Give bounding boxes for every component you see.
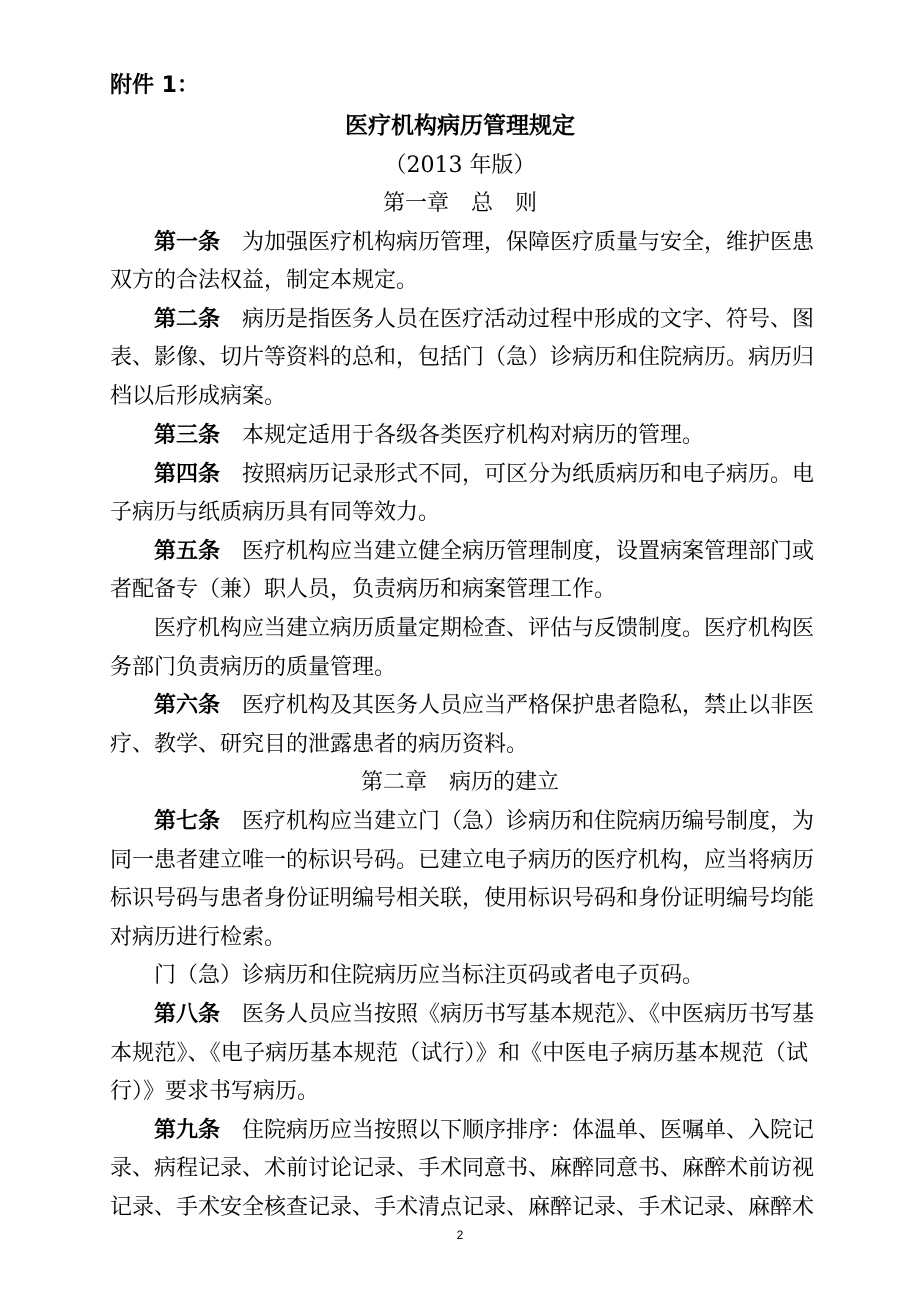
article-6-label: 第六条 — [154, 693, 221, 718]
article-3-label: 第三条 — [154, 423, 221, 448]
article-4-label: 第四条 — [154, 462, 221, 487]
article-9-line-1: 第九条 住院病历应当按照以下顺序排序：体温单、医嘱单、入院记 — [154, 1118, 815, 1143]
article-1-line-2: 双方的合法权益，制定本规定。 — [110, 268, 419, 293]
article-3-line-1: 第三条 本规定适用于各级各类医疗机构对病历的管理。 — [154, 423, 705, 448]
article-6-line-1: 第六条 医疗机构及其医务人员应当严格保护患者隐私，禁止以非医 — [154, 693, 815, 718]
article-1-label: 第一条 — [154, 230, 221, 255]
chapter-2-heading: 第二章 病历的建立 — [360, 770, 559, 795]
article-7-line-3: 标识号码与患者身份证明编号相关联，使用标识号码和身份证明编号均能 — [110, 886, 815, 911]
article-8-line-1: 第八条 医务人员应当按照《病历书写基本规范》、《中医病历书写基 — [154, 1002, 815, 1027]
article-8-label: 第八条 — [154, 1002, 221, 1027]
article-2-line-3: 档以后形成病案。 — [110, 384, 287, 409]
article-4-line-1: 第四条 按照病历记录形式不同，可区分为纸质病历和电子病历。电 — [154, 462, 815, 487]
document-title: 医疗机构病历管理规定 — [345, 113, 575, 139]
article-8-line-3: 行）》要求书写病历。 — [110, 1079, 320, 1104]
article-8-line-2: 本规范》、《电子病历基本规范（试行）》和《中医电子病历基本规范（试 — [110, 1041, 808, 1066]
article-2-label: 第二条 — [154, 307, 221, 332]
article-9-label: 第九条 — [154, 1118, 221, 1143]
document-edition: （2013 年版） — [384, 153, 536, 178]
article-5-line-2: 者配备专（兼）职人员，负责病历和病案管理工作。 — [110, 577, 617, 602]
article-7-line-2: 同一患者建立唯一的标识号码。已建立电子病历的医疗机构，应当将病历 — [110, 848, 815, 873]
article-2-line-2: 表、影像、切片等资料的总和，包括门（急）诊病历和住院病历。病历归 — [110, 345, 815, 370]
article-1-line-1: 第一条 为加强医疗机构病历管理，保障医疗质量与安全，维护医患 — [154, 230, 815, 255]
article-5-para-2-line-1: 医疗机构应当建立病历质量定期检查、评估与反馈制度。医疗机构医 — [154, 616, 815, 641]
attachment-label: 附件 1： — [110, 73, 199, 98]
article-9-line-2: 录、病程记录、术前讨论记录、手术同意书、麻醉同意书、麻醉术前访视 — [110, 1156, 815, 1181]
article-2-line-1: 第二条 病历是指医务人员在医疗活动过程中形成的文字、符号、图 — [154, 307, 815, 332]
article-5-label: 第五条 — [154, 539, 221, 564]
article-4-line-2: 子病历与纸质病历具有同等效力。 — [110, 500, 441, 525]
chapter-1-heading: 第一章 总 则 — [382, 191, 537, 216]
article-7-line-1: 第七条 医疗机构应当建立门（急）诊病历和住院病历编号制度，为 — [154, 809, 815, 834]
page-number: 2 — [456, 1228, 464, 1242]
article-5-line-1: 第五条 医疗机构应当建立健全病历管理制度，设置病案管理部门或 — [154, 539, 815, 564]
article-7-label: 第七条 — [154, 809, 221, 834]
article-9-line-3: 记录、手术安全核查记录、手术清点记录、麻醉记录、手术记录、麻醉术 — [110, 1195, 815, 1220]
article-6-line-2: 疗、教学、研究目的泄露患者的病历资料。 — [110, 732, 529, 757]
article-7-line-4: 对病历进行检索。 — [110, 925, 287, 950]
article-7-para-2: 门（急）诊病历和住院病历应当标注页码或者电子页码。 — [154, 963, 705, 988]
article-5-para-2-line-2: 务部门负责病历的质量管理。 — [110, 655, 397, 680]
